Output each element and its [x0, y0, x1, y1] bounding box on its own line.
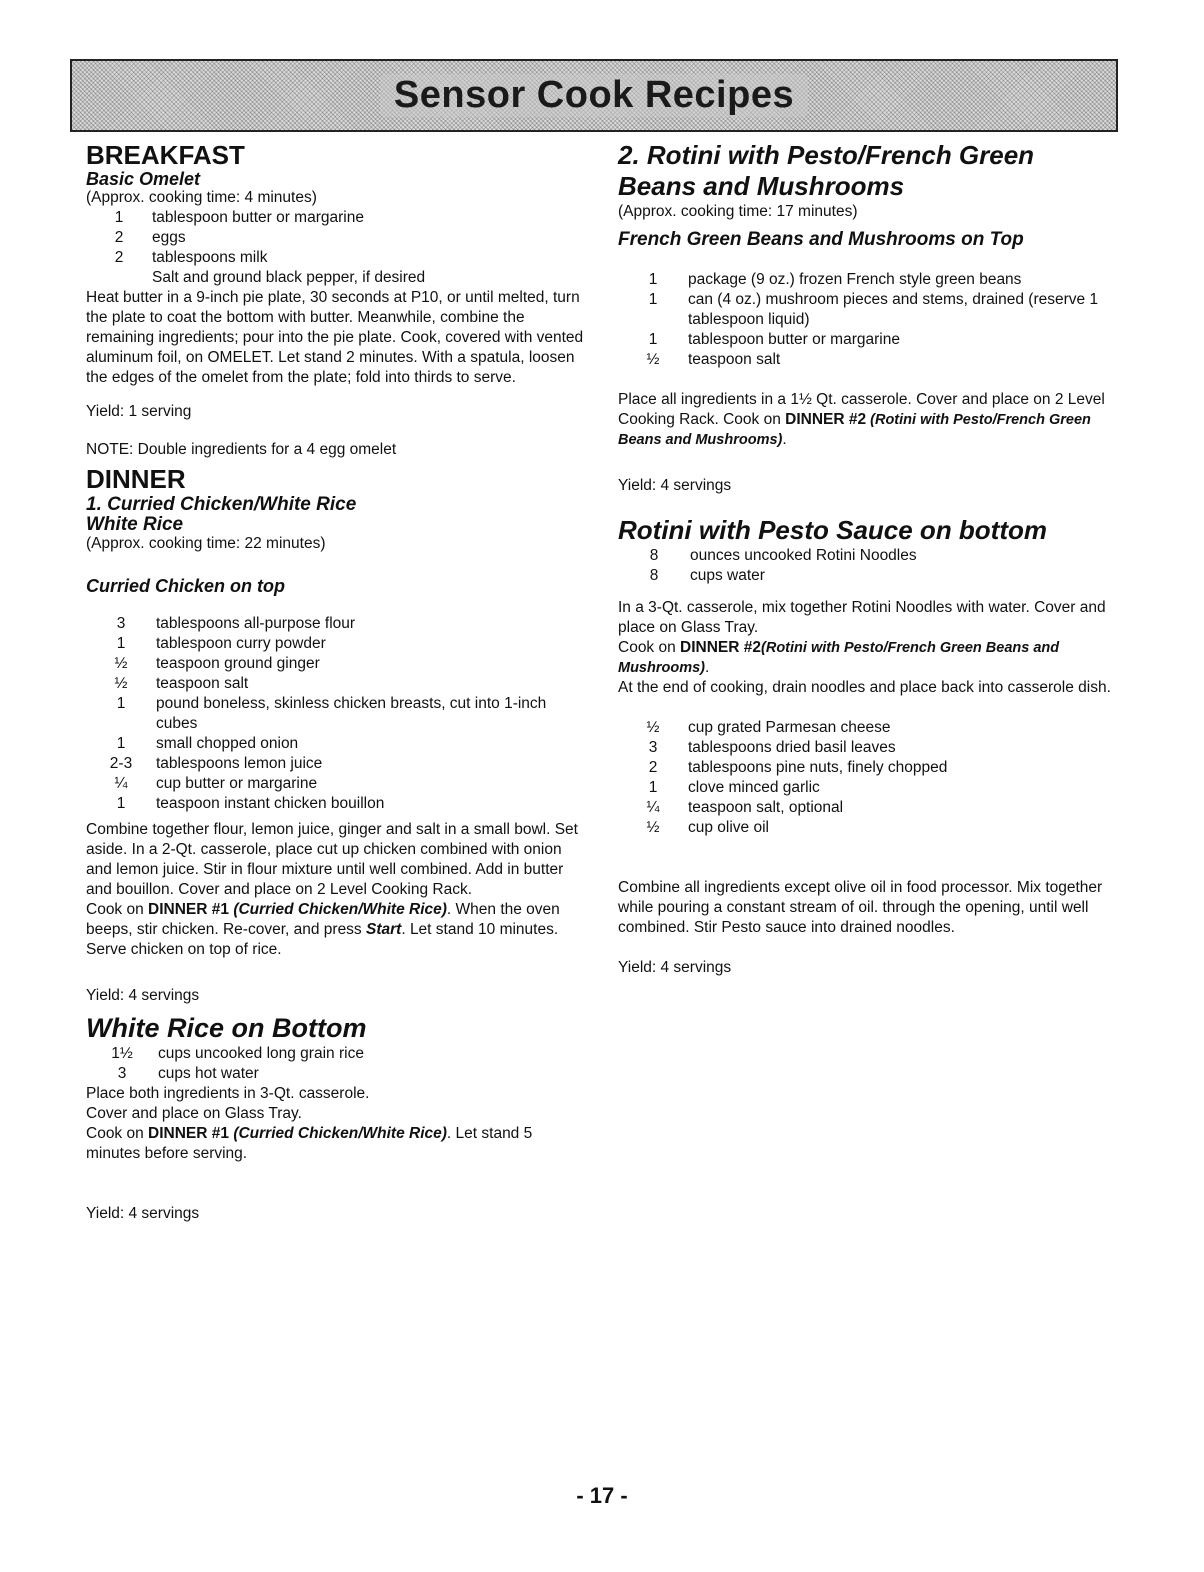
ingredient: 3 tablespoons dried basil leaves: [648, 739, 896, 756]
pesto-yield: Yield: 4 servings: [618, 959, 732, 976]
omelet-yield: Yield: 1 serving: [86, 403, 192, 420]
ingredient: ¼ cup butter or margarine: [114, 775, 318, 792]
recipe1-title: 1. Curried Chicken/White Rice: [86, 494, 357, 515]
pasta-ingredients: [618, 546, 1118, 586]
ingredient: 1 tablespoon butter or margarine: [648, 331, 900, 348]
pasta-method-2: At the end of cooking, drain noodles and place back into casserole dish.: [618, 679, 1111, 696]
ingredient: Salt and ground black pepper, if desired: [152, 269, 426, 286]
ingredient: 1 tablespoon curry powder: [116, 635, 326, 652]
ingredient: ½ cup grated Parmesan cheese: [646, 719, 891, 736]
chicken-ingredients: [86, 614, 586, 814]
breakfast-heading: BREAKFAST: [86, 140, 245, 170]
ingredient: 8 ounces uncooked Rotini Noodles: [649, 547, 917, 564]
rice-method-2: Cover and place on Glass Tray.: [86, 1105, 302, 1122]
omelet-title: Basic Omelet: [86, 169, 201, 189]
ingredient: 1 pound boneless, skinless chicken breasts, cut into 1-inch cubes: [116, 695, 547, 732]
ingredient: 3 tablespoons all-purpose flour: [116, 615, 356, 632]
ingredient: ½ teaspoon ground ginger: [114, 655, 320, 672]
rotini-heading: 2. Rotini with Pesto/French Green Beans and Mushrooms: [618, 140, 1035, 201]
ingredient: ¼ teaspoon salt, optional: [646, 799, 844, 816]
dinner-heading: DINNER: [86, 464, 186, 494]
chicken-cook-instruction: Cook on DINNER #1 (Curried Chicken/White Rice). When the oven beeps, stir chicken. Re-cover, and press Start. Let stand 10 minutes. Serve chicken on top of rice.: [86, 901, 560, 958]
pasta-heading: Rotini with Pesto Sauce on bottom: [618, 515, 1047, 545]
page-number: - 17 -: [576, 1483, 628, 1508]
left-column: [86, 140, 586, 1224]
page-title: Sensor Cook Recipes: [380, 74, 808, 117]
pasta-method-1: In a 3-Qt. casserole, mix together Rotini Noodles with water. Cover and place on Glass Tray.: [618, 599, 1106, 636]
ingredient: 1½ cups uncooked long grain rice: [111, 1045, 364, 1062]
recipe1-time: (Approx. cooking time: 22 minutes): [86, 535, 326, 552]
chicken-method: Combine together flour, lemon juice, ginger and salt in a small bowl. Set aside. In a 2-Qt. casserole, place cut up chicken combined with onion and lemon juice. Stir in flour mixture until well combined. Add in butter and bouillon. Cover and place on 2 Level Cooking Rack.: [86, 821, 578, 898]
ingredient: 2 tablespoons pine nuts, finely chopped: [648, 759, 948, 776]
pesto-ingredients: [618, 718, 1118, 838]
recipe1-subtitle: White Rice: [86, 514, 184, 535]
chicken-yield: Yield: 4 servings: [86, 987, 200, 1004]
ingredient: 1 teaspoon instant chicken bouillon: [116, 795, 385, 812]
ingredient: ½ cup olive oil: [646, 819, 769, 836]
ingredient: ½ teaspoon salt: [646, 351, 781, 368]
ingredient: 3 cups hot water: [117, 1065, 259, 1082]
omelet-method: Heat butter in a 9-inch pie plate, 30 seconds at P10, or until melted, turn the plate to coat the bottom with butter. Meanwhile, combine the remaining ingredients; pour into the pie plate. Cook, covered with vented aluminum foil, on OMELET. Let stand 2 minutes. With a spatula, loosen the edges of the omelet from the plate; fold into thirds to serve.: [86, 289, 584, 386]
rotini-time: (Approx. cooking time: 17 minutes): [618, 203, 858, 220]
omelet-time: (Approx. cooking time: 4 minutes): [86, 189, 317, 206]
beans-ingredients: [618, 270, 1118, 370]
ingredient: 2-3 tablespoons lemon juice: [109, 755, 323, 772]
rice-ingredients: [86, 1044, 586, 1084]
ingredient: 1 small chopped onion: [116, 735, 299, 752]
ingredient: ½ teaspoon salt: [114, 675, 249, 692]
chicken-heading: Curried Chicken on top: [86, 576, 286, 596]
beans-yield: Yield: 4 servings: [618, 477, 732, 494]
rice-yield: Yield: 4 servings: [86, 1205, 200, 1222]
ingredient: 1 package (9 oz.) frozen French style green beans: [648, 271, 1022, 288]
ingredient: 8 cups water: [649, 567, 765, 584]
rice-heading: White Rice on Bottom: [86, 1013, 367, 1043]
ingredient: 2 tablespoons milk: [114, 249, 268, 266]
ingredient: 1 can (4 oz.) mushroom pieces and stems, drained (reserve 1 tablespoon liquid): [648, 291, 1099, 328]
ingredient: 1 tablespoon butter or margarine: [114, 209, 364, 226]
beans-heading: French Green Beans and Mushrooms on Top: [618, 229, 1024, 250]
rice-method-1: Place both ingredients in 3-Qt. casserole.: [86, 1085, 370, 1102]
right-column: [618, 140, 1118, 978]
rice-cook-instruction: Cook on DINNER #1 (Curried Chicken/White Rice). Let stand 5 minutes before serving.: [86, 1125, 533, 1162]
beans-method: Place all ingredients in a 1½ Qt. casserole. Cover and place on 2 Level Cooking Rack. Cook on DINNER #2 (Rotini with Pesto/French Green Beans and Mushrooms).: [618, 391, 1105, 448]
title-banner: [70, 59, 1118, 132]
omelet-note: NOTE: Double ingredients for a 4 egg omelet: [86, 441, 397, 458]
pasta-cook-instruction: Cook on DINNER #2(Rotini with Pesto/French Green Beans and Mushrooms).: [618, 639, 1060, 676]
ingredient: 2 eggs: [114, 229, 186, 246]
ingredient: 1 clove minced garlic: [648, 779, 820, 796]
pesto-method: Combine all ingredients except olive oil in food processor. Mix together while pouring a constant stream of oil. through the opening, until well combined. Stir Pesto sauce into drained noodles.: [618, 879, 1103, 936]
omelet-ingredients: [86, 208, 586, 288]
